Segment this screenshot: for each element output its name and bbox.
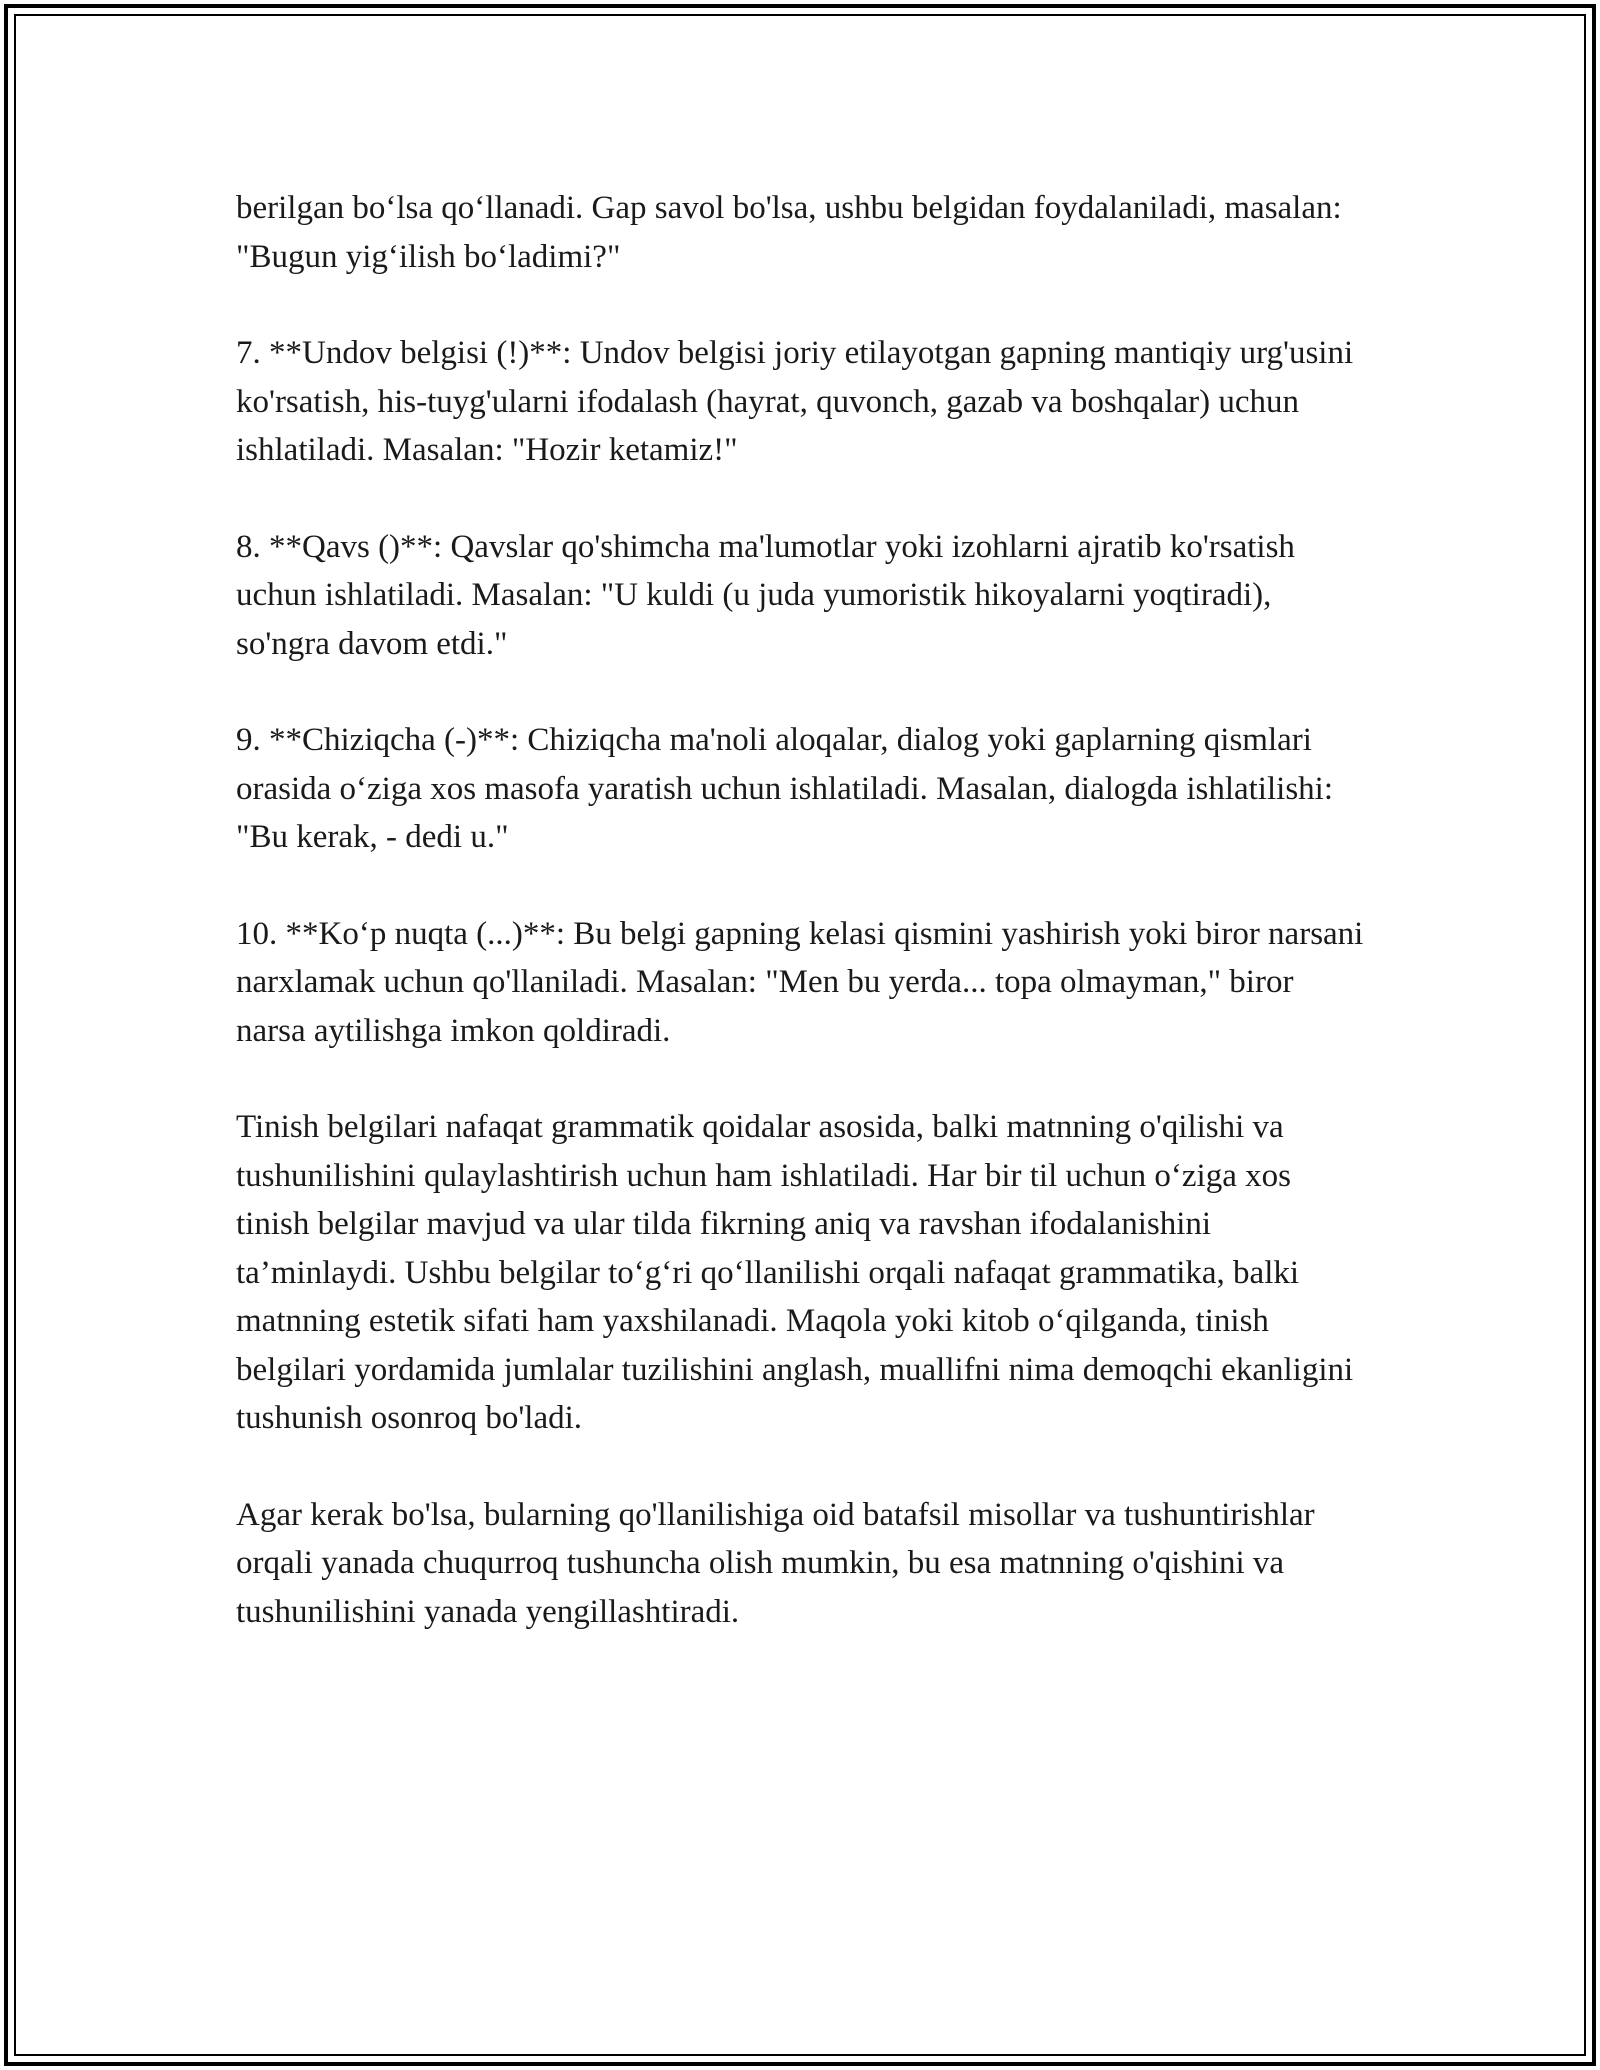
paragraph-dash: 9. **Chiziqcha (-)**: Chiziqcha ma'noli aloqalar, dialog yoki gaplarning qismlari orasida o‘ziga xos masofa yaratish uchun ishlatiladi. Masalan, dialogda ishlatilishi: "Bu kerak, - dedi u." <box>236 722 1333 855</box>
paragraph-closing: Agar kerak bo'lsa, bularning qo'llanilishiga oid batafsil misollar va tushuntirishlar orqali yanada chuqurroq tushuncha olish mumkin, bu esa matnning o'qishini va tushunilishini yanada yengillashtiradi. <box>236 1496 1315 1630</box>
paragraph-ellipsis: 10. **Ko‘p nuqta (...)**: Bu belgi gapning kelasi qismini yashirish yoki biror narsani narxlamak uchun qo'llaniladi. Masalan: "Men bu yerda... topa olmayman," biror narsa aytilishga imkon qoldiradi. <box>236 915 1364 1049</box>
paragraph-exclamation-mark: 7. **Undov belgisi (!)**: Undov belgisi joriy etilayotgan gapning mantiqiy urg'usini ko'rsatish, his-tuyg'ularni ifodalash (hayrat, quvonch, gazab va boshqalar) uchun ishlatiladi. Masalan: "Hozir ketamiz!" <box>236 335 1354 468</box>
document-body <box>236 184 1366 1684</box>
paragraph-summary: Tinish belgilari nafaqat grammatik qoidalar asosida, balki matnning o'qilishi va tushunilishini qulaylashtirish uchun ham ishlatiladi. Har bir til uchun o‘ziga xos tinish belgilar mavjud va ular tilda fikrning aniq va ravshan ifodalanishini ta’minlaydi. Ushbu belgilar to‘g‘ri qo‘llanilishi orqali nafaqat grammatika, balki matnning estetik sifati ham yaxshilanadi. Maqola yoki kitob o‘qilganda, tinish belgilari yordamida jumlalar tuzilishini anglash, muallifni nima demoqchi ekanligini tushunish osonroq bo'ladi. <box>236 1109 1354 1436</box>
paragraph-question-mark-continuation: berilgan bo‘lsa qo‘llanadi. Gap savol bo'lsa, ushbu belgidan foydalaniladi, masalan: "Bugun yig‘ilish bo‘ladimi?" <box>236 190 1342 275</box>
paragraph-parentheses: 8. **Qavs ()**: Qavslar qo'shimcha ma'lumotlar yoki izohlarni ajratib ko'rsatish uchun ishlatiladi. Masalan: "U kuldi (u juda yumoristik hikoyalarni yoqtiradi), so'ngra davom etdi." <box>236 528 1295 662</box>
